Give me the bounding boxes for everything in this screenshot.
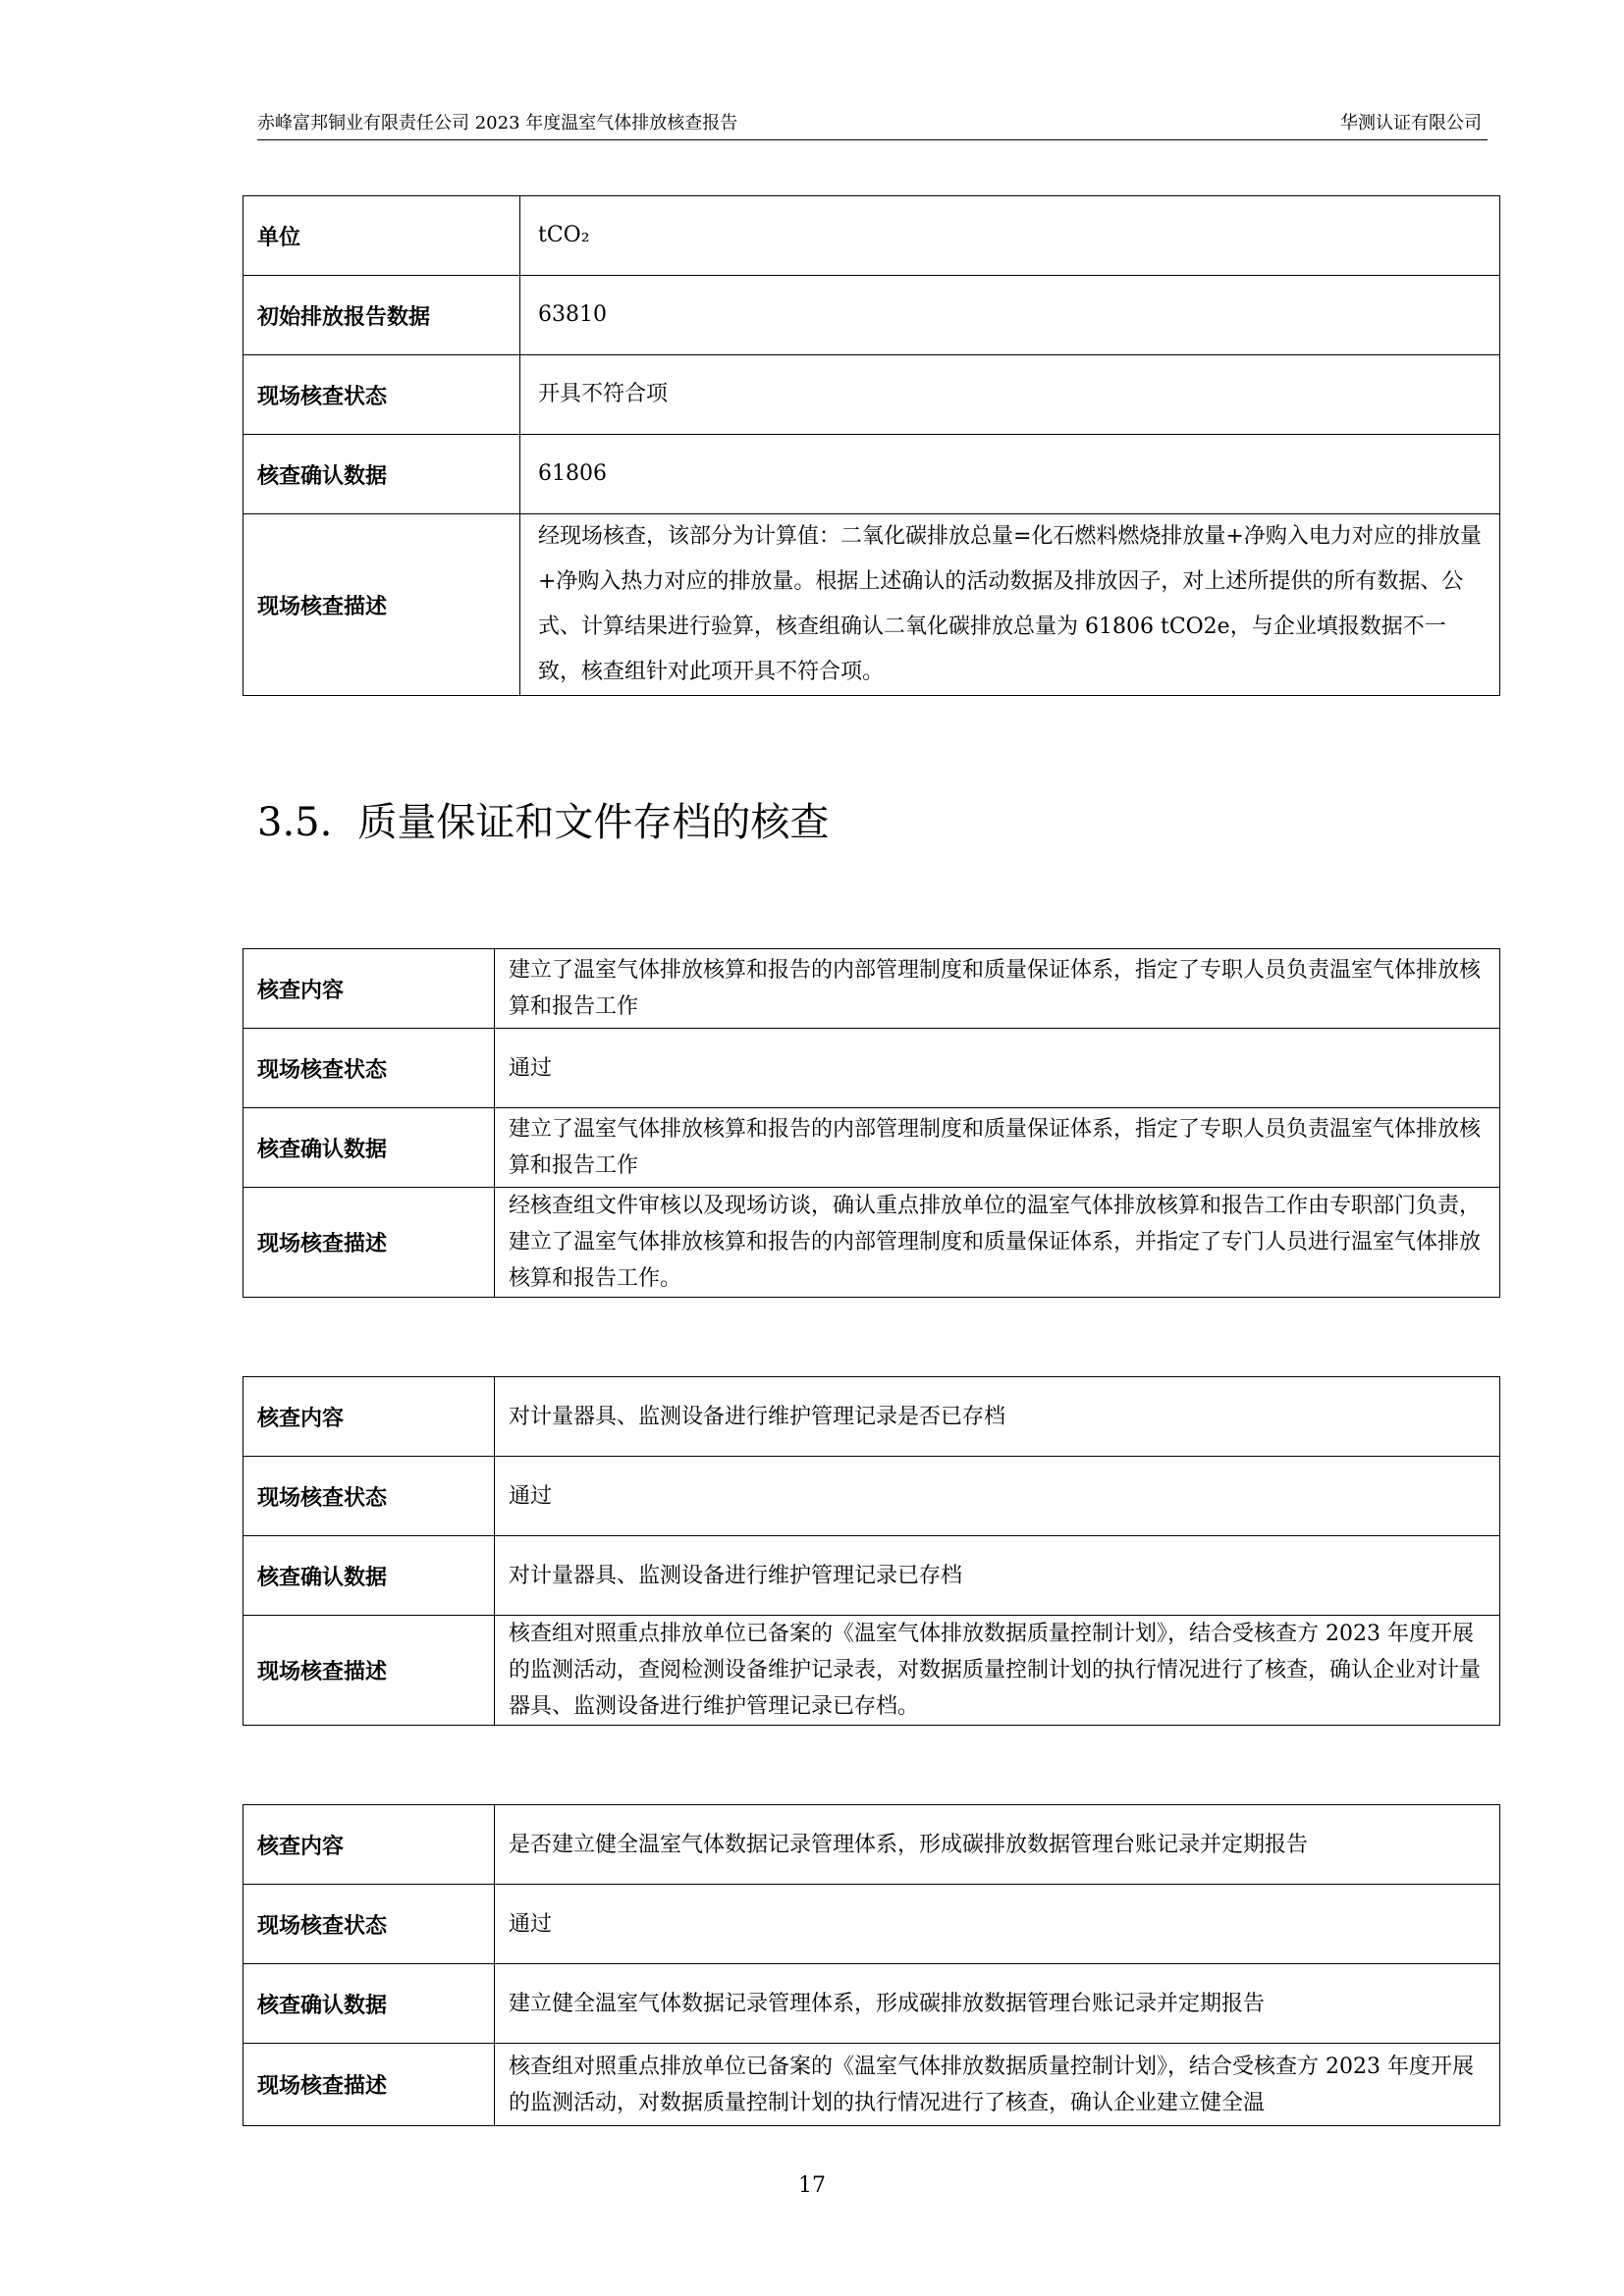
row-value: 经核查组文件审核以及现场访谈，确认重点排放单位的温室气体排放核算和报告工作由专职部门负责，建立了温室气体排放核算和报告的内部管理制度和质量保证体系，并指定了专门人员进行温室气体排放核算和报告工作。 [495, 1188, 1500, 1298]
table-row [244, 1108, 1500, 1188]
table-row [244, 1188, 1500, 1298]
section-number: 3.5. [257, 800, 333, 845]
row-label: 现场核查描述 [244, 1188, 495, 1298]
table-row [244, 435, 1500, 514]
row-value: 核查组对照重点排放单位已备案的《温室气体排放数据质量控制计划》，结合受核查方 2023 年度开展的监测活动，对数据质量控制计划的执行情况进行了核查，确认企业建立健全温 [509, 2054, 1474, 2115]
row-label: 核查内容 [244, 1377, 495, 1457]
section-heading [257, 795, 829, 850]
row-label: 现场核查状态 [244, 355, 520, 435]
table-row [244, 514, 1500, 696]
instrument-maintenance-table [243, 1376, 1500, 1726]
row-value: 通过 [495, 1029, 1500, 1108]
row-value-cell [495, 2044, 1500, 2126]
row-label: 核查确认数据 [244, 435, 520, 514]
page-number: 17 [798, 2173, 826, 2198]
row-label: 单位 [244, 196, 520, 276]
row-value: 对计量器具、监测设备进行维护管理记录已存档 [495, 1536, 1500, 1616]
row-label: 初始排放报告数据 [244, 276, 520, 355]
table-row [244, 1536, 1500, 1616]
table-row [244, 1377, 1500, 1457]
row-value: 经现场核查，该部分为计算值：二氧化碳排放总量=化石燃料燃烧排放量+净购入电力对应的排放量+净购入热力对应的排放量。根据上述确认的活动数据及排放因子，对上述所提供的所有数据、公式、计算结果进行验算，核查组确认二氧化碳排放总量为 61806 tCO2e，与企业填报数据不一致，核查组针对此项开具不符合项。 [520, 514, 1500, 696]
row-value: 通过 [495, 1457, 1500, 1536]
row-label: 现场核查状态 [244, 1885, 495, 1964]
row-value: 是否建立健全温室气体数据记录管理体系，形成碳排放数据管理台账记录并定期报告 [495, 1805, 1500, 1885]
page-header [257, 110, 1488, 140]
row-label: 核查确认数据 [244, 1536, 495, 1616]
section-title: 质量保证和文件存档的核查 [357, 800, 830, 845]
row-value: tCO₂ [520, 196, 1500, 276]
row-value: 建立了温室气体排放核算和报告的内部管理制度和质量保证体系，指定了专职人员负责温室气体排放核算和报告工作 [495, 1108, 1500, 1188]
header-company: 华测认证有限公司 [1340, 113, 1482, 133]
data-record-system-table [243, 1804, 1500, 2126]
row-label: 核查内容 [244, 949, 495, 1029]
row-label: 现场核查描述 [244, 1616, 495, 1726]
row-value: 建立健全温室气体数据记录管理体系，形成碳排放数据管理台账记录并定期报告 [495, 1964, 1500, 2044]
row-label: 核查确认数据 [244, 1108, 495, 1188]
table-row [244, 1885, 1500, 1964]
row-label: 现场核查描述 [244, 514, 520, 696]
row-label: 现场核查描述 [244, 2044, 495, 2126]
row-value: 对计量器具、监测设备进行维护管理记录是否已存档 [495, 1377, 1500, 1457]
row-value: 通过 [495, 1885, 1500, 1964]
row-value: 61806 [520, 435, 1500, 514]
table-row [244, 1457, 1500, 1536]
table-row [244, 355, 1500, 435]
table-row [244, 2044, 1500, 2126]
qa-management-system-table [243, 948, 1500, 1298]
row-label: 核查确认数据 [244, 1964, 495, 2044]
table-row [244, 1805, 1500, 1885]
table-row [244, 949, 1500, 1029]
table-row [244, 1029, 1500, 1108]
row-label: 核查内容 [244, 1805, 495, 1885]
row-value: 核查组对照重点排放单位已备案的《温室气体排放数据质量控制计划》，结合受核查方 2023 年度开展的监测活动，查阅检测设备维护记录表，对数据质量控制计划的执行情况进行了核查，确认企业对计量器具、监测设备进行维护管理记录已存档。 [495, 1616, 1500, 1726]
row-value: 建立了温室气体排放核算和报告的内部管理制度和质量保证体系，指定了专职人员负责温室气体排放核算和报告工作 [495, 949, 1500, 1029]
emission-total-table [243, 195, 1500, 696]
table-row [244, 1964, 1500, 2044]
header-report-title: 赤峰富邦铜业有限责任公司 2023 年度温室气体排放核查报告 [257, 113, 738, 133]
table-row [244, 1616, 1500, 1726]
row-value: 63810 [520, 276, 1500, 355]
row-value: 开具不符合项 [520, 355, 1500, 435]
table-row [244, 196, 1500, 276]
row-label: 现场核查状态 [244, 1029, 495, 1108]
row-label: 现场核查状态 [244, 1457, 495, 1536]
table-row [244, 276, 1500, 355]
